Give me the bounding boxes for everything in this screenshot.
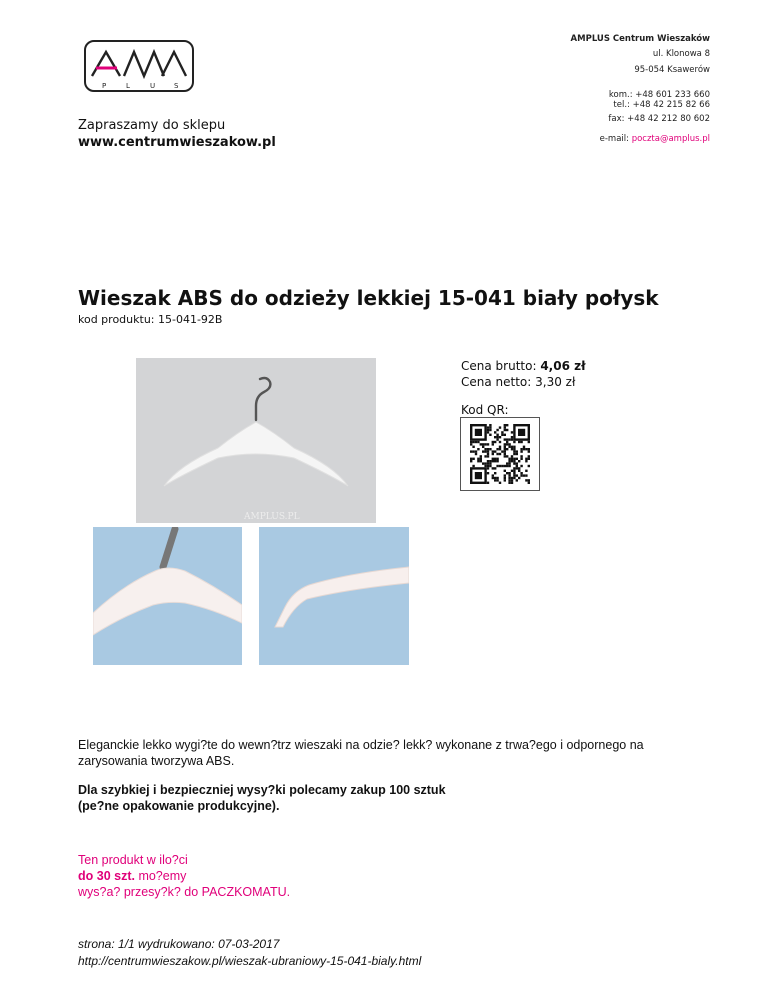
shipping-recommendation: Dla szybkiej i bezpieczniej wysy?ki polecamy zakup 100 sztuk (pe?ne opakowanie produkcyjne).	[78, 783, 446, 813]
logo-letter: P	[102, 82, 107, 90]
company-email	[600, 132, 710, 146]
qr-code	[460, 417, 540, 491]
print-info: strona: 1/1 wydrukowano: 07-03-2017	[78, 937, 280, 951]
description-paragraph: Eleganckie lekko wygi?te do wewn?trz wieszaki na odzie? lekk? wykonane z trwa?ego i odpornego na zarysowania tworzywa ABS.	[78, 738, 644, 768]
logo-letter: U	[150, 82, 156, 90]
amplus-logo	[84, 40, 194, 98]
logo-letter: S	[174, 82, 179, 90]
product-title: Wieszak ABS do odzieży lekkiej 15-041 biały połysk	[78, 286, 659, 310]
company-mobile: kom.: +48 601 233 660	[608, 90, 710, 100]
product-photo-main	[136, 358, 376, 523]
price-net-value: 3,30 zł	[535, 375, 576, 389]
product-photo-detail-hook	[93, 527, 242, 665]
shop-invite	[78, 117, 276, 151]
price-gross-value: 4,06 zł	[540, 359, 586, 373]
print-footer	[78, 936, 421, 970]
company-city: 95-054 Ksawerów	[634, 65, 710, 75]
invite-text: Zapraszamy do sklepu	[78, 118, 226, 133]
qr-label: Kod QR:	[461, 403, 509, 417]
product-photo-detail-arm	[259, 527, 409, 665]
company-name: AMPLUS Centrum Wieszaków	[570, 34, 710, 44]
shop-url[interactable]: www.centrumwieszakow.pl	[78, 135, 276, 150]
email-link[interactable]: poczta@amplus.pl	[631, 134, 710, 144]
price-block	[461, 358, 586, 390]
product-code: kod produktu: 15-041-92B	[78, 313, 223, 326]
company-phone: tel.: +48 42 215 82 66	[613, 100, 710, 110]
page-url[interactable]: http://centrumwieszakow.pl/wieszak-ubraniowy-15-041-bialy.html	[78, 954, 422, 968]
email-label: e-mail:	[599, 134, 632, 144]
company-fax: fax: +48 42 212 80 602	[608, 114, 710, 124]
price-gross: Cena brutto: 4,06 zł	[461, 359, 586, 373]
company-street: ul. Klonowa 8	[652, 49, 710, 59]
photo-watermark: AMPLUS.PL	[244, 512, 300, 522]
paczkomat-note: Ten produkt w ilo?ci do 30 szt. mo?emy wys?a? przesy?k? do PACZKOMATU.	[78, 853, 291, 899]
logo-letter: L	[126, 82, 130, 90]
price-net: Cena netto: 3,30 zł	[461, 375, 576, 389]
